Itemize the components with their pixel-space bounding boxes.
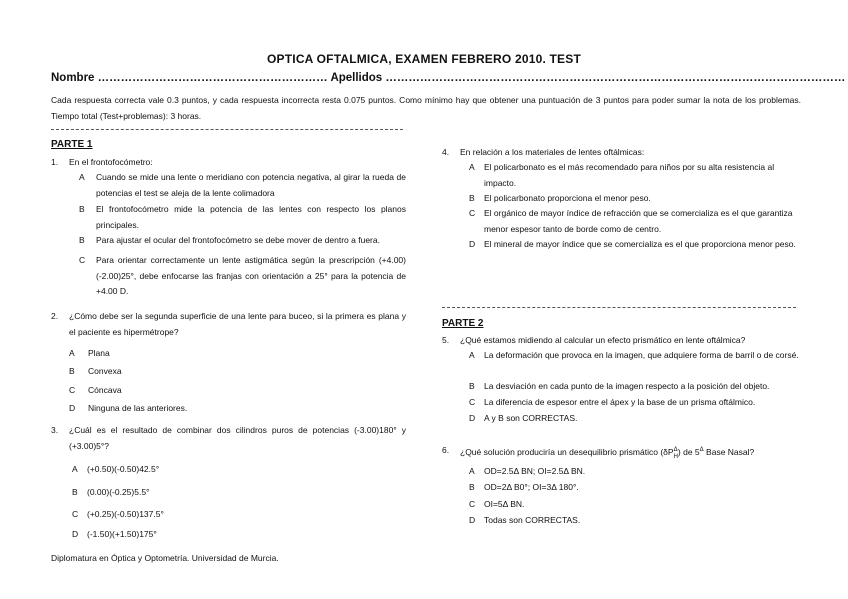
option-letter: A xyxy=(69,348,75,358)
option-text: El policarbonato proporciona el menor peso. xyxy=(484,193,651,203)
option-letter: A xyxy=(469,466,475,476)
question-4 xyxy=(442,145,802,161)
option-letter: D xyxy=(469,413,476,423)
option-letter: D xyxy=(469,239,476,249)
option-letter: B xyxy=(79,204,85,214)
divider-right xyxy=(442,307,796,308)
option-text: (0.00)(-0.25)5.5° xyxy=(87,487,150,497)
option-letter: A xyxy=(469,162,475,172)
option-letter: B xyxy=(79,235,85,245)
option-letter: C xyxy=(79,255,86,265)
question-number: 1. xyxy=(51,157,59,167)
name-label: Nombre xyxy=(51,72,95,84)
option-letter: B xyxy=(469,482,475,492)
option-text: Convexa xyxy=(88,366,122,376)
question-number: 2. xyxy=(51,311,59,321)
surname-label: Apellidos xyxy=(330,72,383,84)
question-number: 4. xyxy=(442,147,450,157)
q6-text-after: ) de 5 xyxy=(677,446,700,457)
option-letter: A xyxy=(72,464,78,474)
question-text: En relación a los materiales de lentes oftálmicas: xyxy=(460,147,645,157)
part1-title: PARTE 1 xyxy=(51,139,93,150)
question-number: 3. xyxy=(51,425,59,435)
option-text: OI=5Δ BN. xyxy=(484,499,525,509)
name-dots: …………………………………………………… xyxy=(97,72,328,84)
option-letter: D xyxy=(69,403,76,413)
page-title: OPTICA OFTALMICA, EXAMEN FEBRERO 2010. TEST xyxy=(267,52,581,66)
option-text: (+0.50)(-0.50)42.5° xyxy=(87,464,160,474)
part2-title: PARTE 2 xyxy=(442,318,484,329)
name-line xyxy=(51,72,846,84)
option-text: A y B son CORRECTAS. xyxy=(484,413,578,423)
question-text: En el frontofocómetro: xyxy=(69,157,153,167)
question-number: 5. xyxy=(442,335,450,345)
option-letter: C xyxy=(469,208,476,218)
instructions: Cada respuesta correcta vale 0.3 puntos, y cada respuesta incorrecta resta 0.075 puntos. Como mínimo hay que obtener una puntuación de 3 puntos para poder sumar la nota de los problemas. Tiempo total (Test+problemas): 3 horas. xyxy=(51,95,801,121)
option-text: Ninguna de las anteriores. xyxy=(88,403,188,413)
surname-dots: ………………………………………………………………………………………………………… xyxy=(385,72,846,84)
q6-sup: Δ xyxy=(673,447,678,453)
question-text xyxy=(460,443,802,465)
footer-text: Diplomatura en Óptica y Optometría. Universidad de Murcia. xyxy=(51,553,279,563)
divider-left xyxy=(51,129,403,130)
option-letter: C xyxy=(469,499,476,509)
option-text: Todas son CORRECTAS. xyxy=(484,515,581,525)
question-number: 6. xyxy=(442,445,450,455)
option-letter: B xyxy=(69,366,75,376)
question-text: ¿Qué estamos midiendo al calcular un efecto prismático en lente oftálmica? xyxy=(460,335,746,345)
option-text: El policarbonato es el más recomendado para niños por su alta resistencia al impacto. xyxy=(484,162,775,188)
option-text: Para orientar correctamente un lente astigmática según la prescripción (+4.00)(-2.00)25°, debe enfocarse las franjas con orientación a 25° para la potencia de +4.00 D. xyxy=(96,255,406,296)
option-letter: D xyxy=(469,515,476,525)
question-1 xyxy=(51,155,406,171)
option-letter: A xyxy=(79,172,85,182)
option-text: La deformación que provoca en la imagen, que adquiere forma de barril o de corsé. xyxy=(484,350,799,360)
option-text: OD=2Δ B0°; OI=3Δ 180°. xyxy=(484,482,579,492)
option-letter: B xyxy=(469,193,475,203)
option-text: La diferencia de espesor entre el ápex y la base de un prisma oftálmico. xyxy=(484,397,756,407)
option-letter: B xyxy=(469,381,475,391)
question-text: ¿Cuál es el resultado de combinar dos cilindros puros de potencias (-3.00)180° y (+3.00)5°? xyxy=(69,425,406,451)
option-text: El orgánico de mayor índice de refracción que se comercializa es el que garantiza menor espesor tanto de borde como de centro. xyxy=(484,208,793,234)
option-text: Cóncava xyxy=(88,385,122,395)
option-text: (+0.25)(-0.50)137.5° xyxy=(87,509,164,519)
option-letter: B xyxy=(72,487,78,497)
q6-sup2: Δ xyxy=(699,447,704,453)
option-text: (-1.50)(+1.50)175° xyxy=(87,529,157,539)
q6-sub: H xyxy=(673,453,678,460)
option-text: Plana xyxy=(88,348,110,358)
q6-text-before: ¿Qué solución produciría un desequilibrio prismático (δP xyxy=(460,446,674,457)
option-letter: C xyxy=(72,509,79,519)
option-text: OD=2.5Δ BN; OI=2.5Δ BN. xyxy=(484,466,586,476)
option-letter: D xyxy=(72,529,79,539)
option-text: El mineral de mayor índice que se comercializa es el que proporciona menor peso. xyxy=(484,239,796,249)
question-5 xyxy=(442,333,802,349)
option-letter: A xyxy=(469,350,475,360)
question-6 xyxy=(442,443,802,461)
option-text: El frontofocómetro mide la potencia de las lentes con respecto los planos principales. xyxy=(96,204,406,230)
question-3 xyxy=(51,423,406,455)
question-2 xyxy=(51,309,406,341)
q6-text-end: Base Nasal? xyxy=(703,446,755,457)
option-text: Cuando se mide una lente o meridiano con potencia negativa, al girar la rueda de potencias el test se aleja de la lente colimadora xyxy=(96,172,406,198)
question-text: ¿Cómo debe ser la segunda superficie de una lente para buceo, si la primera es plana y el paciente es hipermétrope? xyxy=(69,311,406,337)
option-text: Para ajustar el ocular del frontofocómetro se debe mover de dentro a fuera. xyxy=(96,235,380,245)
option-letter: C xyxy=(69,385,76,395)
option-text: La desviación en cada punto de la imagen respecto a la posición del objeto. xyxy=(484,381,770,391)
option-letter: C xyxy=(469,397,476,407)
